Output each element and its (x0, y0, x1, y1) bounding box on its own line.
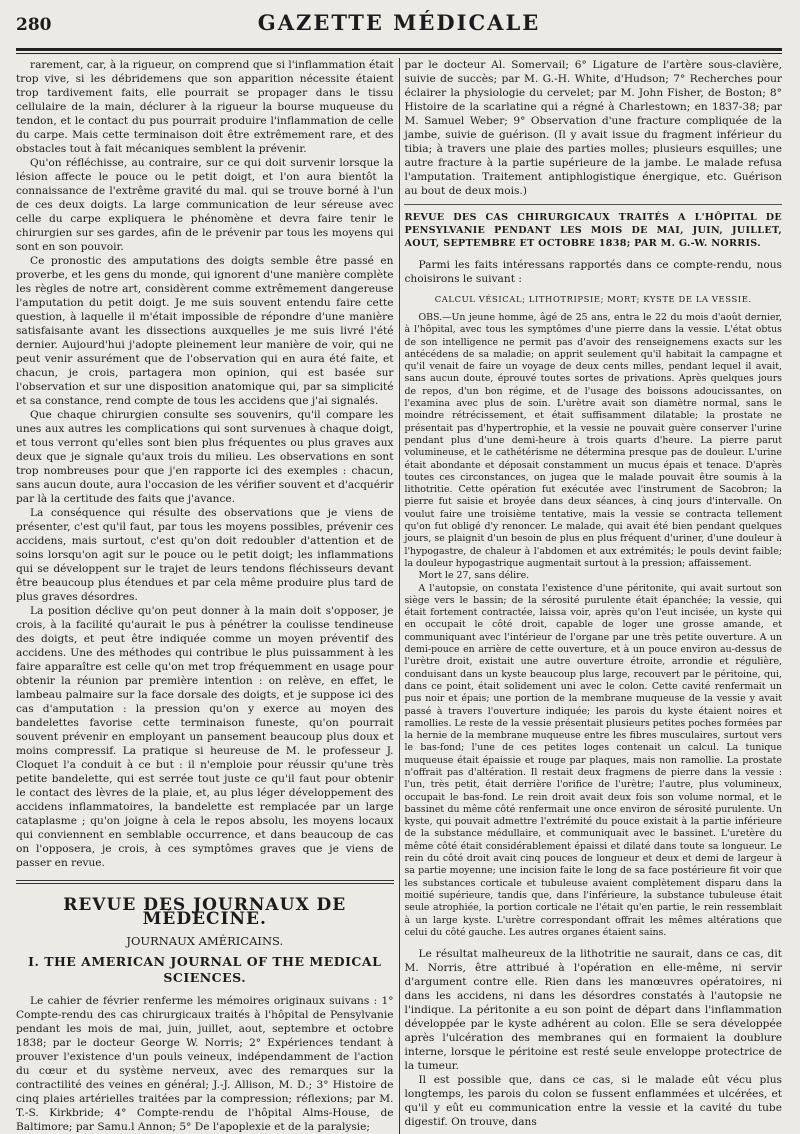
page-header (16, 10, 782, 48)
journal-heading: I. THE AMERICAN JOURNAL OF THE MEDICAL SCIENCES. (28, 954, 382, 985)
body-paragraph: rarement, car, à la rigueur, on comprend que si l'inflammation était trop vive, si les débridemens que son apparition nécessite étaient trop tardivement faits, elle pourrait se propager dans le tissu cellulaire de la main, déclurer à la rigueur la bourse muqueuse du tendon, et le contact du pus pourrait produire l'inflammation de celle du carpe. Mais cette terminaison doit être extrêmement rare, et des obstacles tout à fait mécaniques semblent la prévenir. (16, 59, 394, 155)
two-column-body (16, 58, 782, 1134)
article-rule (404, 204, 782, 205)
section-divider (16, 880, 394, 884)
body-paragraph: Ce pronostic des amputations des doigts semble être passé en proverbe, et les gens du monde, qui ignorent d'une manière complète les règles de notre art, considèrent comme extrêmement dangereuse l'amputation du petit doigt. Je me suis souvent entendu faire cette question, à laquelle il m'était impossible de répondre d'une manière satisfaisante avant les dissections auxquelles je me suis livré l'été dernier. Aujourd'hui j'adopte pleinement leur manière de voir, qui ne peut venir assurément que de l'observation qui en aura été faite, et chacun, je crois, partagera mon opinion, qui est basée sur l'observation et sur une disposition anatomique qui, par sa simplicité et sa constance, rend compte de tous les accidens que j'ai signalés. (16, 255, 394, 407)
closing-paragraph: Le résultat malheureux de la lithotritie ne saurait, dans ce cas, dit M. Norris, être attribué à l'opération en elle-même, ni servir d'argument contre elle. Rien dans les manœuvres opératoires, ni dans les accidens, ni dans les désordres constatés à l'autopsie ne l'indique. La péritonite a eu son point de départ dans l'inflammation développée par le kyste adhérent au colon. Elle se sera développée après l'ulcération des membranes qui en formaient la doublure interne, lorsque le péritoine est resté seule enveloppe protectrice de la tumeur. (404, 948, 782, 1073)
header-rule (16, 48, 782, 54)
review-section-title: REVUE DES JOURNAUX DE MÉDECINE. (63, 895, 347, 929)
continuation-paragraph: par le docteur Al. Somervail; 6° Ligature de l'artère sous-clavière, suivie de succès; par M. G.-H. White, d'Hudson; 7° Recherches pour éclairer la physiologie du cervelet; par M. John Fisher, de Boston; 8° Histoire de la scarlatine qui a régné à Charlestown; en 1837-38; par M. Samuel Weber; 9° Observation d'une fracture compliquée de la jambe, suivie de guérison. (Il y avait issue du fragment inférieur du tibia; à travers une plaie des parties molles; plusieurs esquilles; une autre fracture à la partie supérieure de la jambe. Le malade refusa l'amputation. Traitement antiphlogistique énergique, etc. Guérison au bout de deux mois.) (404, 59, 782, 197)
page-number: 280 (16, 15, 52, 35)
running-title: GAZETTE MÉDICALE (257, 10, 541, 35)
case-report (404, 312, 782, 939)
case-paragraph: OBS.—Un jeune homme, âgé de 25 ans, entra le 22 du mois d'août dernier, à l'hôpital, avec tous les symptômes d'une pierre dans la vessie. L'état obtus de son intelligence ne permit pas d'avoir des renseignemens exacts sur les antécédens de sa maladie; on apprit seulement qu'il habitait la campagne et qu'il venait de faire un voyage de deux cents milles, pendant lequel il avait, sans aucun doute, éprouvé toutes sortes de privations. Après quelques jours de repos, d'un bon régime, et de l'usage des boissons adoucissantes, on l'examina avec plus de soin. L'urètre avait son diamètre normal, sans le moindre rétrécissement, et était suffisamment dilatable; la prostate ne présentait pas d'hypertrophie, et la vessie ne pouvait guère conserver l'urine pendant plus d'une demi-heure à trois quarts d'heure. La pierre parut volumineuse, et le cathétérisme ne détermina presque pas de douleur. L'urine était abondante et déposait constamment un mucus épais et tenace. D'après toutes ces circonstances, on jugea que le malade pouvait être soumis à la lithotritie. Cette opération fut exécutée avec l'instrument de Sacobron; la pierre fut saisie et broyée dans deux séances, à cinq jours d'intervalle. On voulut faire une troisième tentative, mais la vessie se contracta tellement qu'on fut obligé d'y renoncer. Le malade, qui avait été bien pendant quelques jours, se plaignit d'un besoin de plus en plus fréquent d'uriner, d'une douleur à l'hypogastre, de chaleur à l'abdomen et aux extrémités; le pouls devint faible; la douleur hypogastrique augmentait surtout à la pression; affaissement. (404, 312, 782, 569)
article-title: REVUE DES CAS CHIRURGICAUX TRAITÉS A L'HÔPITAL DE PENSYLVANIE PENDANT LES MOIS DE MAI, JUIN, JUILLET, AOUT, SEPTEMBRE ET OCTOBRE 1838; PAR M. G.-W. NORRIS. (404, 212, 782, 249)
left-column (16, 58, 399, 1134)
closing-paragraph: Il est possible que, dans ce cas, si le malade eût vécu plus longtemps, les parois du colon se fussent enflammées et ulcérées, et qu'il y eût eu communication entre la vessie et la cavité du tube digestif. On trouve, dans (404, 1074, 782, 1129)
spacer (404, 939, 782, 947)
case-paragraph: Mort le 27, sans délire. (418, 570, 530, 582)
body-paragraph: La conséquence qui résulte des observations que je viens de présenter, c'est qu'il faut, par tous les moyens possibles, prévenir ces accidens, mais surtout, c'est qu'on doit redoubler d'attention et de soins lorsqu'on agit sur le pouce ou le petit doigt; les inflammations qui se développent sur le trajet de leurs tendons fléchisseurs devant être beaucoup plus étendues et par cela même produire plus tard de plus graves désordres. (16, 507, 394, 603)
body-paragraph: Que chaque chirurgien consulte ses souvenirs, qu'il compare les unes aux autres les complications qui sont survenues à chaque doigt, et tous verront qu'elles sont bien plus fréquentes ou plus graves aux deux que je signale qu'aux trois du milieu. Les observations en sont trop nombreuses pour que j'en rapporte ici des exemples : chacun, sans aucun doute, aura l'occasion de les vérifier souvent et d'acquérir par là la certitude des faits que j'avance. (16, 409, 394, 505)
case-heading: CALCUL VÉSICAL; LITHOTRIPSIE; MORT; KYSTE DE LA VESSIE. (434, 294, 752, 304)
case-paragraph: A l'autopsie, on constata l'existence d'une péritonite, qui avait surtout son siège vers le bassin; de la sérosité purulente était épanchée; la vessie, qui était fortement contractée, laissa voir, après qu'on l'eut incisée, un kyste qui en occupait le côté droit, capable de loger une grosse amande, et communiquant avec l'intérieur de l'organe par une très petite ouverture. A un demi-pouce en arrière de cette ouverture, et à un pouce environ au-dessus de l'urètre droit, existait une autre ouverture étroite, arrondie et régulière, conduisant dans un kyste beaucoup plus large, recouvert par le péritoine, qui, dans ce point, était solidement uni avec le colon. Cette cavité renfermait un pus noir et épais; une portion de la membrane muqueuse de la vessie y avait passé à travers l'ouverture indiquée; les parois du kyste étaient noires et ramollies. Le reste de la vessie présentait plusieurs petites poches formées par la hernie de la membrane muqueuse entre les fibres musculaires, surtout vers le bas-fond; l'une de ces petites loges contenait un calcul. La tunique muqueuse était épaissie et rouge par plaques, mais non ramollie. La prostate n'offrait pas d'altération. Il restait deux fragmens de pierre dans la vessie : l'un, très petit, était derrière l'orifice de l'urètre; l'autre, plus volumineux, occupait le bas-fond. Le rein droit avait deux fois son volume normal, et le bassinet du même côté renfermait une once environ de sérosité purulente. Un kyste, qui pouvait admettre l'extrémité du pouce existait à la partie inférieure de la substance médullaire, et communiquait avec le bassinet. L'uretère du même côté était considérablement épaissi et dilaté dans toute sa longueur. Le rein du côté droit avait cinq pouces de longueur et deux et demi de largeur à sa partie moyenne; une incision faite le long de sa face postérieure fit voir que les substances corticale et tubuleuse avaient complètement disparu dans la moitié supérieure, tandis que, dans l'inférieure, la substance tubuleuse était seule atrophiée, la portion corticale ne l'était qu'en partie, le rein ressemblait à un large kyste. L'urètre correspondant offrait les mêmes altérations que celui du côté gauche. Les autres organes étaient sains. (404, 582, 782, 938)
right-column (399, 58, 782, 1134)
body-paragraph: Qu'on réfléchisse, au contraire, sur ce qui doit survenir lorsque la lésion affecte le pouce ou le petit doigt, et l'on aura bientôt la connaissance de l'extrême gravité du mal. qui se trouve borné à l'un de ces deux doigts. La large communication de leur séreuse avec celle du carpe expliquera le phénomène et devra faire tenir le chirurgien sur ses gardes, afin de le prévenir par tous les moyens qui sont en son pouvoir. (16, 157, 394, 253)
article-intro: Parmi les faits intéressans rapportés dans ce compte-rendu, nous choisirons le suivant : (404, 259, 782, 285)
body-paragraph: La position déclive qu'on peut donner à la main doit s'opposer, je crois, à la facilité qu'aurait le pus à pénétrer la coulisse tendineuse des doigts, et peut être indiquée comme un moyen préventif des accidens. Une des méthodes qui contribue le plus puissamment à les faire apparaître est celle qu'on met trop fréquemment en usage pour obtenir la réunion par première intention : on relève, en effet, le lambeau palmaire sur la face dorsale des doigts, et je suppose ici des cas d'amputation : la pression qu'on y exerce au moyen des bandelettes favorise cette terminaison funeste, qu'on pourrait souvent prévenir en employant un pansement beaucoup plus doux et moins compressif. La pratique si heureuse de M. le professeur J. Cloquet l'a conduit à ce but : il n'emploie pour réussir qu'une très petite bandelette, qui est serrée tout juste ce qu'il faut pour obtenir le contact des lèvres de la plaie, et, au plus léger développement des accidens inflammatoires, la bandelette est remplacée par un large cataplasme ; qu'on joigne à cela le repos absolu, les moyens locaux qui conviennent en semblable occurrence, et dans beaucoup de cas on l'opposera, je crois, à ces symptômes graves que je viens de passer en revue. (16, 605, 394, 869)
review-section-subtitle: JOURNAUX AMÉRICAINS. (126, 934, 284, 948)
journal-intro: Le cahier de février renferme les mémoires originaux suivans : 1° Compte-rendu des cas chirurgicaux traités à l'hôpital de Pensylvanie pendant les mois de mai, juin, juillet, aout, septembre et octobre 1838; par le docteur George W. Norris; 2° Expériences tendant à prouver l'existence d'un pouls veineux, indépendamment de l'action du cœur et du système nerveux, avec des remarques sur la contractilité des veines en général; J.-J. Allison, M. D.; 3° Histoire de cinq plaies artérielles traitées par la compression; réflexions; par M. T.-S. Kirkbride; 4° Compte-rendu de l'hôpital Alms-House, de Baltimore; par Samu.l Annon; 5° De l'apoplexie et de la paralysie; (16, 995, 394, 1133)
